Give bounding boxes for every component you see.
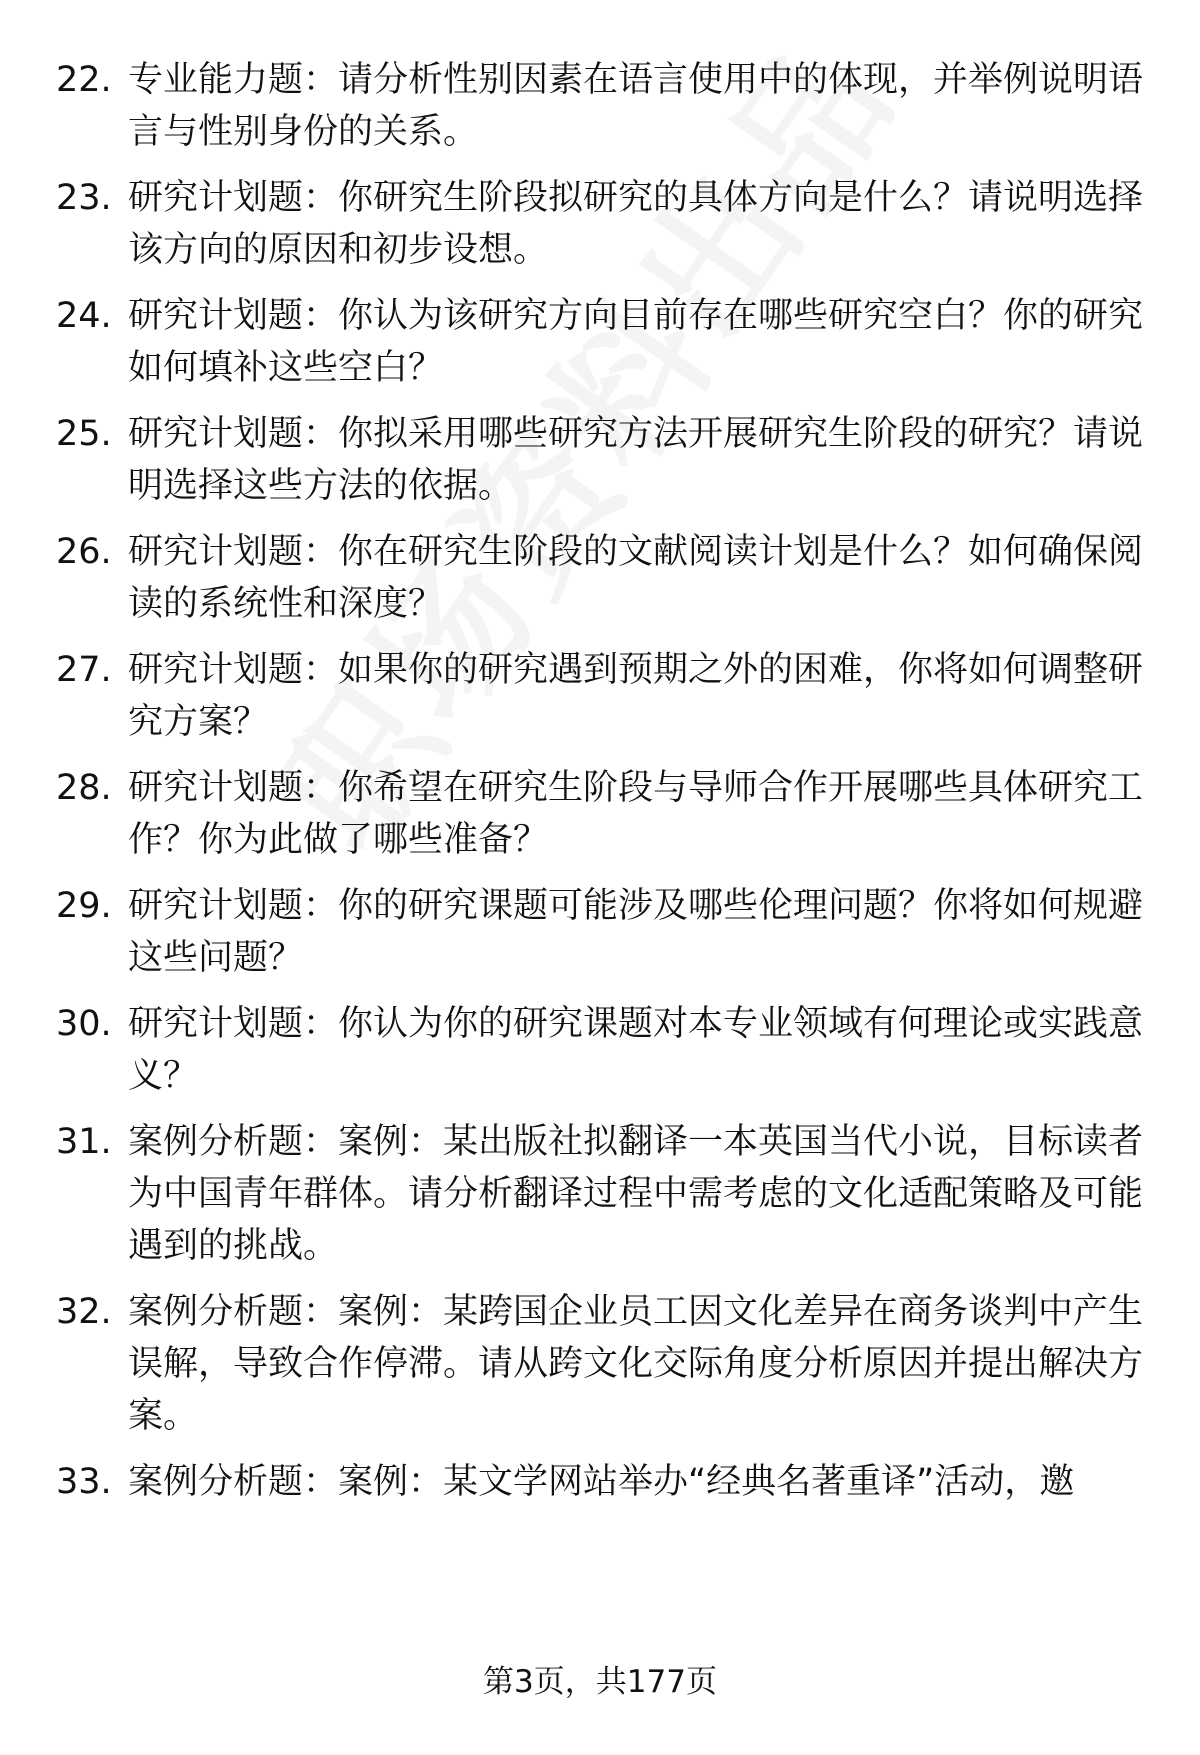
question-text: 研究计划题：如果你的研究遇到预期之外的困难，你将如何调整研究方案？ [128, 650, 1144, 742]
question-number: 24. [56, 296, 112, 336]
question-number: 33. [56, 1462, 112, 1502]
question-text: 研究计划题：你研究生阶段拟研究的具体方向是什么？请说明选择该方向的原因和初步设想。 [128, 178, 1144, 270]
page-footer: 第3页，共177页 [483, 1664, 717, 1700]
question-24 [56, 290, 1146, 394]
question-text: 案例分析题：案例：某跨国企业员工因文化差异在商务谈判中产生误解，导致合作停滞。请从跨文化交际角度分析原因并提出解决方案。 [128, 1292, 1144, 1436]
question-number: 31. [56, 1122, 112, 1162]
question-27 [56, 644, 1146, 748]
question-number: 32. [56, 1292, 112, 1332]
question-23 [56, 172, 1146, 276]
question-number: 29. [56, 886, 112, 926]
question-text: 研究计划题：你在研究生阶段的文献阅读计划是什么？如何确保阅读的系统性和深度？ [128, 532, 1144, 624]
question-number: 23. [56, 178, 112, 218]
question-text: 研究计划题：你认为你的研究课题对本专业领域有何理论或实践意义？ [128, 1004, 1144, 1096]
question-31 [56, 1116, 1146, 1272]
question-number: 25. [56, 414, 112, 454]
question-number: 28. [56, 768, 112, 808]
question-30 [56, 998, 1146, 1102]
question-text: 专业能力题：请分析性别因素在语言使用中的体现，并举例说明语言与性别身份的关系。 [128, 60, 1144, 152]
question-text: 研究计划题：你希望在研究生阶段与导师合作开展哪些具体研究工作？你为此做了哪些准备？ [128, 768, 1144, 860]
question-33 [56, 1456, 1146, 1508]
question-32 [56, 1286, 1146, 1442]
question-25 [56, 408, 1146, 512]
question-text: 研究计划题：你认为该研究方向目前存在哪些研究空白？你的研究如何填补这些空白？ [128, 296, 1144, 388]
question-number: 26. [56, 532, 112, 572]
question-text: 研究计划题：你拟采用哪些研究方法开展研究生阶段的研究？请说明选择这些方法的依据。 [128, 414, 1144, 506]
question-29 [56, 880, 1146, 984]
question-text: 研究计划题：你的研究课题可能涉及哪些伦理问题？你将如何规避这些问题？ [128, 886, 1144, 978]
question-text: 案例分析题：案例：某文学网站举办“经典名著重译”活动，邀 [128, 1462, 1075, 1502]
question-text: 案例分析题：案例：某出版社拟翻译一本英国当代小说，目标读者为中国青年群体。请分析翻译过程中需考虑的文化适配策略及可能遇到的挑战。 [128, 1122, 1144, 1266]
question-28 [56, 762, 1146, 866]
question-number: 30. [56, 1004, 112, 1044]
question-26 [56, 526, 1146, 630]
question-22 [56, 54, 1146, 158]
question-number: 22. [56, 60, 112, 100]
question-number: 27. [56, 650, 112, 690]
